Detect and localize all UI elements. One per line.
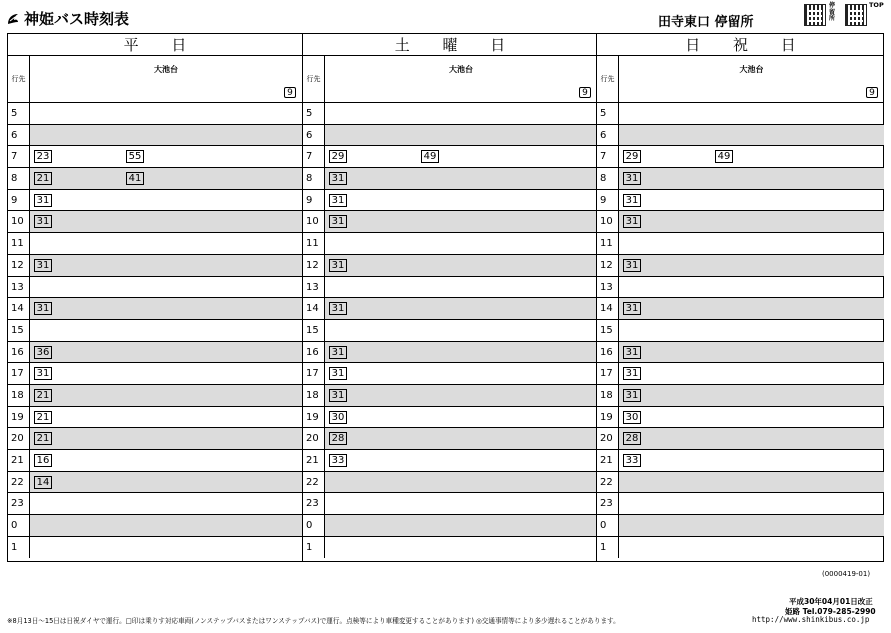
minutes-cell xyxy=(30,407,302,428)
departure-minute: 49 xyxy=(715,150,733,163)
departure-minute: 31 xyxy=(623,259,641,272)
hour-row xyxy=(8,515,302,537)
departure-minute: 31 xyxy=(329,367,347,380)
shinki-logo-icon xyxy=(6,12,20,26)
hour-label: 16 xyxy=(8,342,30,363)
hour-label: 12 xyxy=(303,255,325,276)
minutes-cell xyxy=(619,125,884,146)
minutes-cell xyxy=(325,211,597,232)
hour-row xyxy=(8,407,302,429)
hour-label: 5 xyxy=(8,103,30,124)
minutes-cell xyxy=(619,190,884,211)
departure-minute: 29 xyxy=(329,150,347,163)
title-text: 神姫バス時刻表 xyxy=(24,10,130,28)
minutes-cell xyxy=(30,537,302,559)
destination-name: 大池台 xyxy=(739,65,764,74)
hour-label: 8 xyxy=(597,168,619,189)
minutes-cell xyxy=(325,537,597,559)
minutes-cell xyxy=(30,233,302,254)
qr-label-stop: 停留所 xyxy=(828,2,835,22)
departure-minute: 33 xyxy=(329,454,347,467)
minutes-cell xyxy=(30,515,302,536)
departure-minute: 36 xyxy=(34,346,52,359)
minutes-cell xyxy=(325,255,597,276)
hour-label: 23 xyxy=(303,493,325,514)
hour-row xyxy=(597,125,884,147)
departure-minute: 31 xyxy=(34,215,52,228)
hour-row xyxy=(597,298,884,320)
revision-date: 平成30年04月01日改正 xyxy=(789,597,873,606)
hour-row xyxy=(597,146,884,168)
minutes-cell xyxy=(619,428,884,449)
hour-label: 6 xyxy=(597,125,619,146)
departure-minute: 31 xyxy=(34,259,52,272)
day-type-header: 日 祝 日 xyxy=(597,34,884,56)
minutes-cell xyxy=(30,146,302,167)
hour-label: 15 xyxy=(8,320,30,341)
hour-label: 22 xyxy=(597,472,619,493)
route-number-badge: 9 xyxy=(579,87,591,98)
hour-row xyxy=(303,537,597,559)
departure-minute: 31 xyxy=(623,194,641,207)
minutes-cell xyxy=(325,493,597,514)
hour-row xyxy=(8,125,302,147)
hour-label: 10 xyxy=(303,211,325,232)
minutes-cell xyxy=(619,537,884,559)
timetable xyxy=(7,33,884,562)
minutes-cell xyxy=(325,450,597,471)
hour-row xyxy=(597,493,884,515)
minutes-cell xyxy=(619,450,884,471)
hour-row xyxy=(597,537,884,559)
hour-label: 1 xyxy=(303,537,325,559)
hour-row xyxy=(597,407,884,429)
departure-minute: 28 xyxy=(623,432,641,445)
minutes-cell xyxy=(30,255,302,276)
hour-label: 23 xyxy=(597,493,619,514)
hour-row xyxy=(597,515,884,537)
hour-label: 21 xyxy=(303,450,325,471)
minutes-cell xyxy=(619,320,884,341)
hour-row xyxy=(303,320,597,342)
qr-code-stop-icon[interactable] xyxy=(804,4,826,26)
hour-row xyxy=(303,233,597,255)
minutes-cell xyxy=(619,103,884,124)
hour-label: 1 xyxy=(8,537,30,559)
timetable-panel-0 xyxy=(8,34,302,561)
minutes-cell xyxy=(30,103,302,124)
minutes-cell xyxy=(325,515,597,536)
hour-label: 11 xyxy=(303,233,325,254)
minutes-cell xyxy=(325,472,597,493)
footnote-text: ※8月13日～15日は日祝ダイヤで運行。□印は乗りす対応車両(ノンステップバスまたはワンステップバス)で運行。点検等により車種変更することがあります) ◎交通事情等により多少遅れることがあります。 xyxy=(7,617,620,625)
hour-label: 9 xyxy=(597,190,619,211)
hour-row xyxy=(8,146,302,168)
hour-row xyxy=(8,277,302,299)
minutes-cell xyxy=(30,363,302,384)
departure-minute: 31 xyxy=(34,302,52,315)
minutes-cell xyxy=(619,211,884,232)
minutes-cell xyxy=(30,190,302,211)
hour-row xyxy=(8,493,302,515)
minutes-cell xyxy=(619,233,884,254)
hour-row xyxy=(8,385,302,407)
departure-minute: 31 xyxy=(329,215,347,228)
page-title xyxy=(6,8,129,29)
hour-row xyxy=(303,493,597,515)
hour-label: 18 xyxy=(597,385,619,406)
hour-row xyxy=(597,211,884,233)
departure-minute: 30 xyxy=(623,411,641,424)
hour-row xyxy=(303,298,597,320)
hour-label: 16 xyxy=(597,342,619,363)
hour-row xyxy=(303,363,597,385)
hour-label: 7 xyxy=(8,146,30,167)
minutes-cell xyxy=(619,515,884,536)
bus-stop-name: 田寺東口 停留所 xyxy=(658,15,754,30)
departure-minute: 31 xyxy=(623,346,641,359)
hour-label: 16 xyxy=(303,342,325,363)
minutes-cell xyxy=(619,407,884,428)
departure-minute: 31 xyxy=(329,194,347,207)
footer-notes xyxy=(0,562,891,633)
hour-label: 20 xyxy=(8,428,30,449)
minutes-cell xyxy=(325,190,597,211)
hour-row xyxy=(597,450,884,472)
minutes-cell xyxy=(619,298,884,319)
hour-row xyxy=(597,320,884,342)
document-code: (0000419-01) xyxy=(822,570,871,578)
timetable-panel-2 xyxy=(596,34,884,561)
hour-label: 10 xyxy=(8,211,30,232)
qr-code-top-icon[interactable] xyxy=(845,4,867,26)
departure-minute: 31 xyxy=(623,367,641,380)
minutes-cell xyxy=(619,363,884,384)
minutes-cell xyxy=(325,342,597,363)
day-type-header: 土 曜 日 xyxy=(303,34,597,56)
hour-row xyxy=(597,472,884,494)
departure-minute: 31 xyxy=(623,215,641,228)
hour-row xyxy=(8,342,302,364)
hour-label: 12 xyxy=(8,255,30,276)
destination-column-label: 行先 xyxy=(8,56,30,102)
departure-minute: 29 xyxy=(623,150,641,163)
hour-row xyxy=(597,342,884,364)
minutes-cell xyxy=(325,103,597,124)
hour-label: 6 xyxy=(8,125,30,146)
hour-label: 1 xyxy=(597,537,619,559)
departure-minute: 41 xyxy=(126,172,144,185)
qr-label-top: TOP xyxy=(869,1,884,9)
departure-minute: 21 xyxy=(34,411,52,424)
hour-row xyxy=(8,428,302,450)
departure-minute: 23 xyxy=(34,150,52,163)
hour-label: 10 xyxy=(597,211,619,232)
inquiry-phone: 姫路 Tel.079-285-2990 xyxy=(785,607,876,616)
departure-minute: 31 xyxy=(329,389,347,402)
hour-label: 17 xyxy=(303,363,325,384)
minutes-cell xyxy=(619,385,884,406)
hour-row xyxy=(597,190,884,212)
hour-row xyxy=(303,146,597,168)
destination-name: 大池台 xyxy=(154,65,178,74)
departure-minute: 21 xyxy=(34,432,52,445)
hour-row xyxy=(303,125,597,147)
hour-label: 21 xyxy=(597,450,619,471)
hour-row xyxy=(8,450,302,472)
hour-row xyxy=(8,255,302,277)
departure-minute: 33 xyxy=(623,454,641,467)
minutes-cell xyxy=(325,233,597,254)
minutes-cell xyxy=(619,342,884,363)
hour-label: 14 xyxy=(8,298,30,319)
departure-minute: 31 xyxy=(623,389,641,402)
minutes-cell xyxy=(325,385,597,406)
hour-row xyxy=(303,450,597,472)
route-number-badge: 9 xyxy=(284,87,296,98)
minutes-cell xyxy=(619,255,884,276)
hour-row xyxy=(303,428,597,450)
minutes-cell xyxy=(30,298,302,319)
minutes-cell xyxy=(30,168,302,189)
minutes-cell xyxy=(619,168,884,189)
hour-label: 17 xyxy=(597,363,619,384)
hour-label: 20 xyxy=(597,428,619,449)
departure-minute: 49 xyxy=(421,150,439,163)
hour-label: 13 xyxy=(597,277,619,298)
hour-row xyxy=(597,363,884,385)
destination-column-label: 行先 xyxy=(303,56,325,102)
departure-minute: 21 xyxy=(34,389,52,402)
minutes-cell xyxy=(30,211,302,232)
route-number-badge: 9 xyxy=(866,87,878,98)
minutes-cell xyxy=(325,298,597,319)
minutes-cell xyxy=(325,125,597,146)
destination-name: 大池台 xyxy=(449,65,473,74)
departure-minute: 21 xyxy=(34,172,52,185)
hour-label: 17 xyxy=(8,363,30,384)
hour-label: 7 xyxy=(303,146,325,167)
minutes-cell xyxy=(325,428,597,449)
hour-label: 19 xyxy=(8,407,30,428)
hour-row xyxy=(303,255,597,277)
hour-label: 12 xyxy=(597,255,619,276)
hour-row xyxy=(303,342,597,364)
departure-minute: 31 xyxy=(34,194,52,207)
minutes-cell xyxy=(30,450,302,471)
hour-row xyxy=(8,472,302,494)
minutes-cell xyxy=(325,363,597,384)
departure-minute: 31 xyxy=(329,172,347,185)
hour-label: 6 xyxy=(303,125,325,146)
hour-row xyxy=(303,168,597,190)
hour-row xyxy=(8,233,302,255)
minutes-cell xyxy=(30,428,302,449)
hour-label: 19 xyxy=(597,407,619,428)
hour-label: 0 xyxy=(597,515,619,536)
departure-minute: 28 xyxy=(329,432,347,445)
hour-row xyxy=(597,428,884,450)
departure-minute: 30 xyxy=(329,411,347,424)
hour-label: 23 xyxy=(8,493,30,514)
hour-label: 9 xyxy=(8,190,30,211)
minutes-cell xyxy=(325,168,597,189)
hour-row xyxy=(303,190,597,212)
hour-row xyxy=(8,168,302,190)
hour-row xyxy=(303,515,597,537)
hour-label: 11 xyxy=(8,233,30,254)
hour-row xyxy=(303,211,597,233)
hour-label: 18 xyxy=(303,385,325,406)
minutes-cell xyxy=(30,385,302,406)
hour-row xyxy=(597,277,884,299)
hour-row xyxy=(597,255,884,277)
minutes-cell xyxy=(325,320,597,341)
hour-label: 8 xyxy=(303,168,325,189)
hour-row xyxy=(303,385,597,407)
hour-row xyxy=(8,211,302,233)
hour-row xyxy=(303,472,597,494)
day-type-header: 平 日 xyxy=(8,34,302,56)
minutes-cell xyxy=(325,277,597,298)
hour-label: 14 xyxy=(597,298,619,319)
departure-minute: 31 xyxy=(623,302,641,315)
hour-label: 22 xyxy=(8,472,30,493)
hour-label: 0 xyxy=(303,515,325,536)
minutes-cell xyxy=(325,407,597,428)
departure-minute: 31 xyxy=(623,172,641,185)
minutes-cell xyxy=(30,472,302,493)
hour-row xyxy=(303,277,597,299)
destination-column-label: 行先 xyxy=(597,56,619,102)
hour-label: 15 xyxy=(597,320,619,341)
hour-row xyxy=(597,103,884,125)
hour-row xyxy=(597,385,884,407)
hour-row xyxy=(8,320,302,342)
destination-row xyxy=(597,56,884,103)
minutes-cell xyxy=(30,342,302,363)
departure-minute: 31 xyxy=(329,259,347,272)
departure-minute: 31 xyxy=(329,302,347,315)
departure-minute: 14 xyxy=(34,476,52,489)
hour-row xyxy=(597,233,884,255)
hour-label: 18 xyxy=(8,385,30,406)
departure-minute: 16 xyxy=(34,454,52,467)
hour-row xyxy=(8,537,302,559)
minutes-cell xyxy=(30,493,302,514)
hour-row xyxy=(303,103,597,125)
hour-label: 14 xyxy=(303,298,325,319)
hour-label: 0 xyxy=(8,515,30,536)
hour-row xyxy=(597,168,884,190)
minutes-cell xyxy=(30,277,302,298)
minutes-cell xyxy=(619,472,884,493)
hour-label: 19 xyxy=(303,407,325,428)
departure-minute: 31 xyxy=(329,346,347,359)
hour-label: 15 xyxy=(303,320,325,341)
hour-label: 13 xyxy=(303,277,325,298)
hour-label: 13 xyxy=(8,277,30,298)
minutes-cell xyxy=(619,493,884,514)
minutes-cell xyxy=(30,320,302,341)
hour-row xyxy=(8,190,302,212)
hour-label: 22 xyxy=(303,472,325,493)
hour-row xyxy=(303,407,597,429)
hour-label: 7 xyxy=(597,146,619,167)
hour-label: 8 xyxy=(8,168,30,189)
hour-row xyxy=(8,363,302,385)
minutes-cell xyxy=(619,146,884,167)
hour-row xyxy=(8,298,302,320)
destination-row xyxy=(303,56,597,103)
hour-label: 9 xyxy=(303,190,325,211)
hour-label: 20 xyxy=(303,428,325,449)
hour-label: 5 xyxy=(303,103,325,124)
hour-label: 5 xyxy=(597,103,619,124)
minutes-cell xyxy=(325,146,597,167)
hour-row xyxy=(8,103,302,125)
hour-label: 21 xyxy=(8,450,30,471)
minutes-cell xyxy=(30,125,302,146)
page-header xyxy=(0,0,891,33)
timetable-panel-1 xyxy=(302,34,597,561)
destination-row xyxy=(8,56,302,103)
minutes-cell xyxy=(619,277,884,298)
departure-minute: 31 xyxy=(34,367,52,380)
website-link[interactable]: http://www.shinkibus.co.jp xyxy=(752,615,870,624)
hour-label: 11 xyxy=(597,233,619,254)
departure-minute: 55 xyxy=(126,150,144,163)
